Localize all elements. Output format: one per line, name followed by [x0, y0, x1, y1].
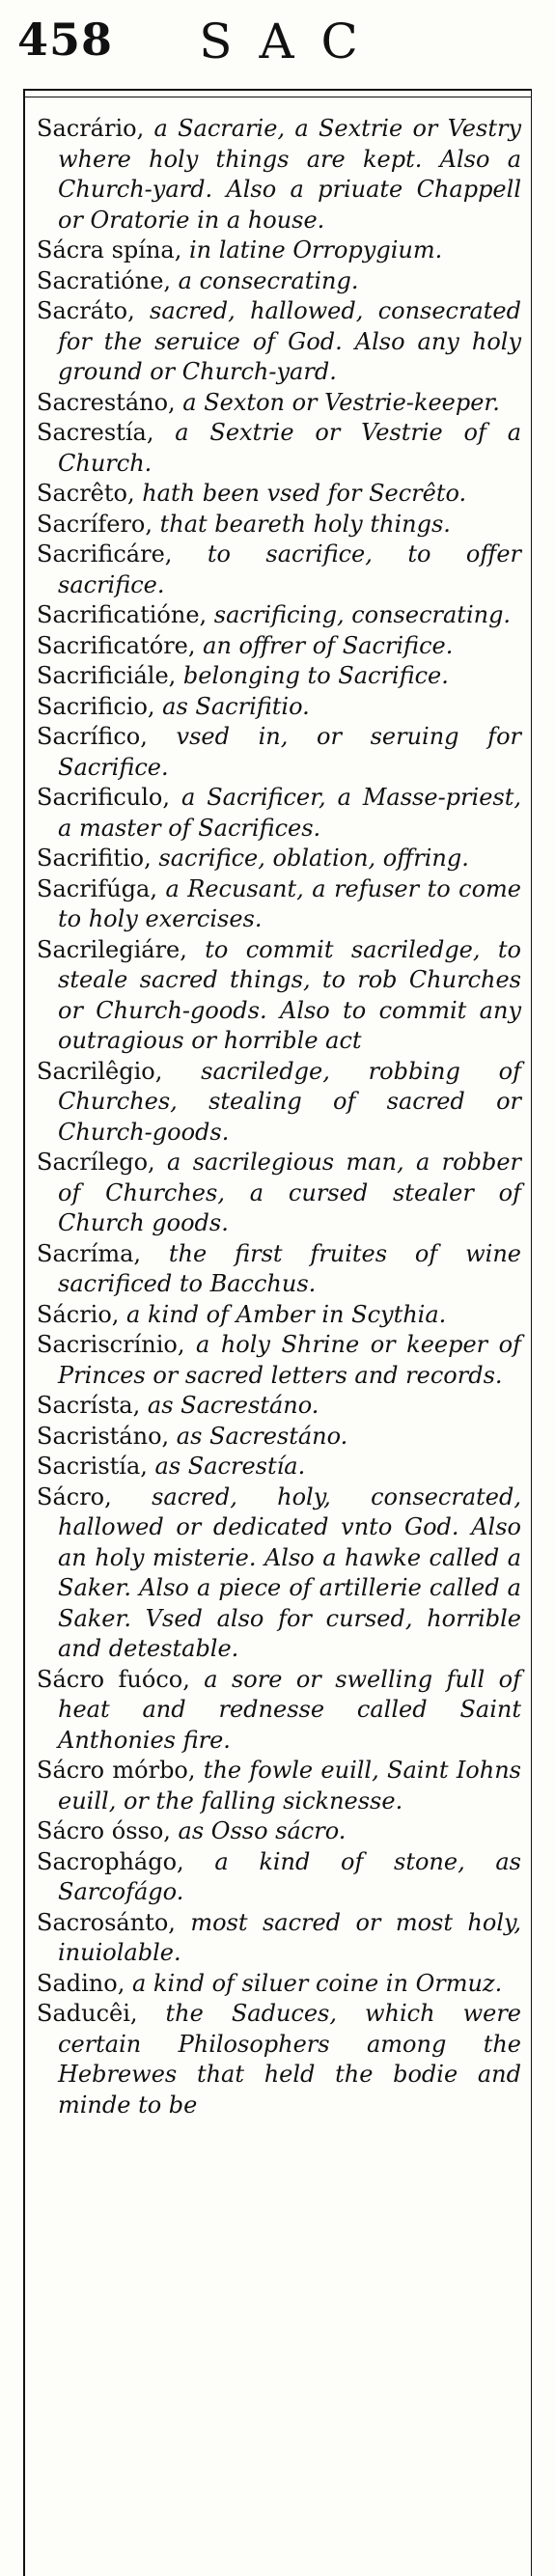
entry-sacrifuga — [37, 874, 521, 935]
headword: Sácro fuóco, — [37, 1665, 190, 1693]
headword: Sácro mórbo, — [37, 1757, 196, 1784]
headword: Sadino, — [37, 1969, 125, 1997]
headword: Sacrilegiáre, — [37, 935, 187, 963]
headword: Sácro, — [37, 1482, 112, 1510]
headword: Sácra spína, — [37, 236, 182, 263]
page-number: 458 — [17, 14, 114, 66]
definition: belonging to Sacrifice. — [176, 662, 449, 689]
entry-sacrestano — [37, 388, 521, 419]
running-head: SAC — [199, 14, 385, 69]
headword: Sacristáno, — [37, 1422, 170, 1450]
definition: in latine Orropygium. — [181, 236, 443, 263]
headword: Saducêi, — [37, 2000, 138, 2027]
entry-sacrificulo — [37, 783, 521, 844]
definition: a Sacrificer, a Masse-priest, a master of Sacrifices. — [58, 784, 521, 842]
definition: sacrificing, consecrating. — [207, 601, 512, 628]
definition: sacriledge, robbing of Churches, stealing of sacred or Church-goods. — [58, 1057, 521, 1146]
headword: Sacrificulo, — [37, 784, 170, 811]
definition: as Sacrifitio. — [154, 692, 310, 720]
headword: Sacriscrínio, — [37, 1331, 185, 1358]
headword: Sacrário, — [37, 115, 145, 142]
headword: Sacrilêgio, — [37, 1057, 163, 1085]
definition: as Osso sácro. — [170, 1817, 347, 1844]
entry-sacristano — [37, 1422, 521, 1453]
dictionary-column — [37, 114, 521, 2120]
headword: Sacrífero, — [37, 510, 153, 538]
headword: Sacrificatóre, — [37, 631, 196, 659]
headword: Sacrêto, — [37, 480, 135, 507]
headword: Sacrifitio, — [37, 845, 152, 872]
headword: Sacrificiále, — [37, 662, 177, 689]
headword: Sacrophágo, — [37, 1847, 184, 1875]
definition: the fowle euill, Saint Iohns euill, or the falling sicknesse. — [58, 1757, 521, 1814]
headword: Sácrio, — [37, 1300, 120, 1328]
entry-sacrificatore — [37, 631, 521, 662]
definition: as Sacrestáno. — [140, 1392, 319, 1419]
definition: a Recusant, a refuser to come to holy exercises. — [58, 874, 521, 932]
entry-sacrifico — [37, 722, 521, 783]
headword: Sacrísta, — [37, 1392, 141, 1419]
entry-sacristia — [37, 1452, 521, 1482]
entry-sacrima — [37, 1239, 521, 1300]
definition: as Sacrestía. — [147, 1453, 306, 1480]
entry-sacrosanto — [37, 1908, 521, 1969]
definition: vsed in, or seruing for Sacrifice. — [58, 723, 521, 781]
entry-sacrificiale — [37, 661, 521, 692]
entry-sacro-morbo — [37, 1756, 521, 1816]
headword: Sacrificio, — [37, 692, 155, 720]
entry-sacrato — [37, 296, 521, 388]
entry-sacrio — [37, 1300, 521, 1331]
headword: Sacratióne, — [37, 266, 172, 294]
definition: a kind of stone, as Sarcofágo. — [58, 1847, 521, 1905]
entry-sadino — [37, 1969, 521, 2000]
entry-sacrophago — [37, 1847, 521, 1908]
headword: Sacristía, — [37, 1453, 148, 1480]
entry-sacrificatione — [37, 600, 521, 631]
entry-saducei — [37, 1999, 521, 2120]
right-border-rule — [531, 89, 532, 2576]
entry-sacrario — [37, 114, 521, 235]
definition: sacred, holy, consecrated, hallowed or dedicated vnto God. Also an holy misterie. Also a hawke called a Saker. Also a piece of artillerie called a Saker. Vsed also for cursed, horrible and detestable. — [58, 1482, 521, 1662]
definition: a holy Shrine or keeper of Princes or sacred letters and records. — [58, 1331, 521, 1389]
definition: a kind of siluer coine in Ormuz. — [125, 1969, 503, 1997]
headword: Sacrestáno, — [37, 388, 176, 416]
definition: hath been vsed for Secrêto. — [134, 480, 467, 507]
definition: a Sexton or Vestrie-keeper. — [175, 388, 500, 416]
headword: Sacrífico, — [37, 723, 148, 750]
headword: Sacrosánto, — [37, 1908, 176, 1936]
headword: Sacrifúga, — [37, 874, 157, 902]
headword: Sacríma, — [37, 1239, 142, 1267]
entry-sacra-spina — [37, 235, 521, 266]
entry-sacro — [37, 1482, 521, 1665]
definition: sacrifice, oblation, offring. — [151, 845, 469, 872]
definition: a kind of Amber in Scythia. — [119, 1300, 447, 1328]
entry-sacrifero — [37, 510, 521, 540]
entry-sacro-osso — [37, 1816, 521, 1847]
definition: to commit sacriledge, to steale sacred things, to rob Churches or Church-goods. Also to commit any outragious or horrible act — [58, 935, 521, 1054]
entry-sacro-fuoco — [37, 1665, 521, 1757]
entry-sacrilegiare — [37, 935, 521, 1057]
headword: Sacrestía, — [37, 419, 154, 446]
definition: most sacred or most holy, inuiolable. — [58, 1908, 521, 1966]
entry-sacrifitio — [37, 844, 521, 874]
entry-sacrilegio — [37, 1057, 521, 1149]
definition: to sacrifice, to offer sacrifice. — [58, 540, 521, 598]
entry-sacratione — [37, 266, 521, 297]
entry-sacrificare — [37, 540, 521, 600]
definition: the first fruites of wine sacrificed to Bacchus. — [58, 1239, 521, 1297]
definition: sacred, hallowed, consecrated for the seruice of God. Also any holy ground or Church-yard. — [58, 297, 521, 385]
definition: an offrer of Sacrifice. — [195, 631, 454, 659]
definition: a sore or swelling full of heat and rednesse called Saint Anthonies fire. — [58, 1665, 521, 1754]
left-border-rule — [23, 89, 25, 2576]
entry-sacrificio — [37, 692, 521, 723]
definition: that beareth holy things. — [152, 510, 451, 538]
entry-sacreto — [37, 479, 521, 510]
entry-sacrestia — [37, 418, 521, 479]
definition: the Saduces, which were certain Philosophers among the Hebrewes that held the bodie and minde to be — [58, 2000, 521, 2119]
definition: a sacrilegious man, a robber of Churches, a cursed stealer of Church goods. — [58, 1149, 521, 1236]
entry-sacrilego — [37, 1148, 521, 1239]
definition: a Sacrarie, a Sextrie or Vestry where holy things are kept. Also a Church-yard. Also a priuate Chappell or Oratorie in a house. — [58, 115, 521, 234]
definition: a consecrating. — [171, 266, 359, 294]
headword: Sacráto, — [37, 297, 135, 324]
definition: as Sacrestáno. — [169, 1422, 348, 1450]
headword: Sacrificatióne, — [37, 601, 208, 628]
headword: Sacrificáre, — [37, 540, 173, 568]
headword: Sacrílego, — [37, 1149, 155, 1176]
definition: a Sextrie or Vestrie of a Church. — [58, 419, 521, 477]
header-rule — [23, 89, 532, 91]
entry-sacriscrinio — [37, 1330, 521, 1391]
headword: Sácro ósso, — [37, 1817, 171, 1844]
entry-sacrista — [37, 1391, 521, 1422]
